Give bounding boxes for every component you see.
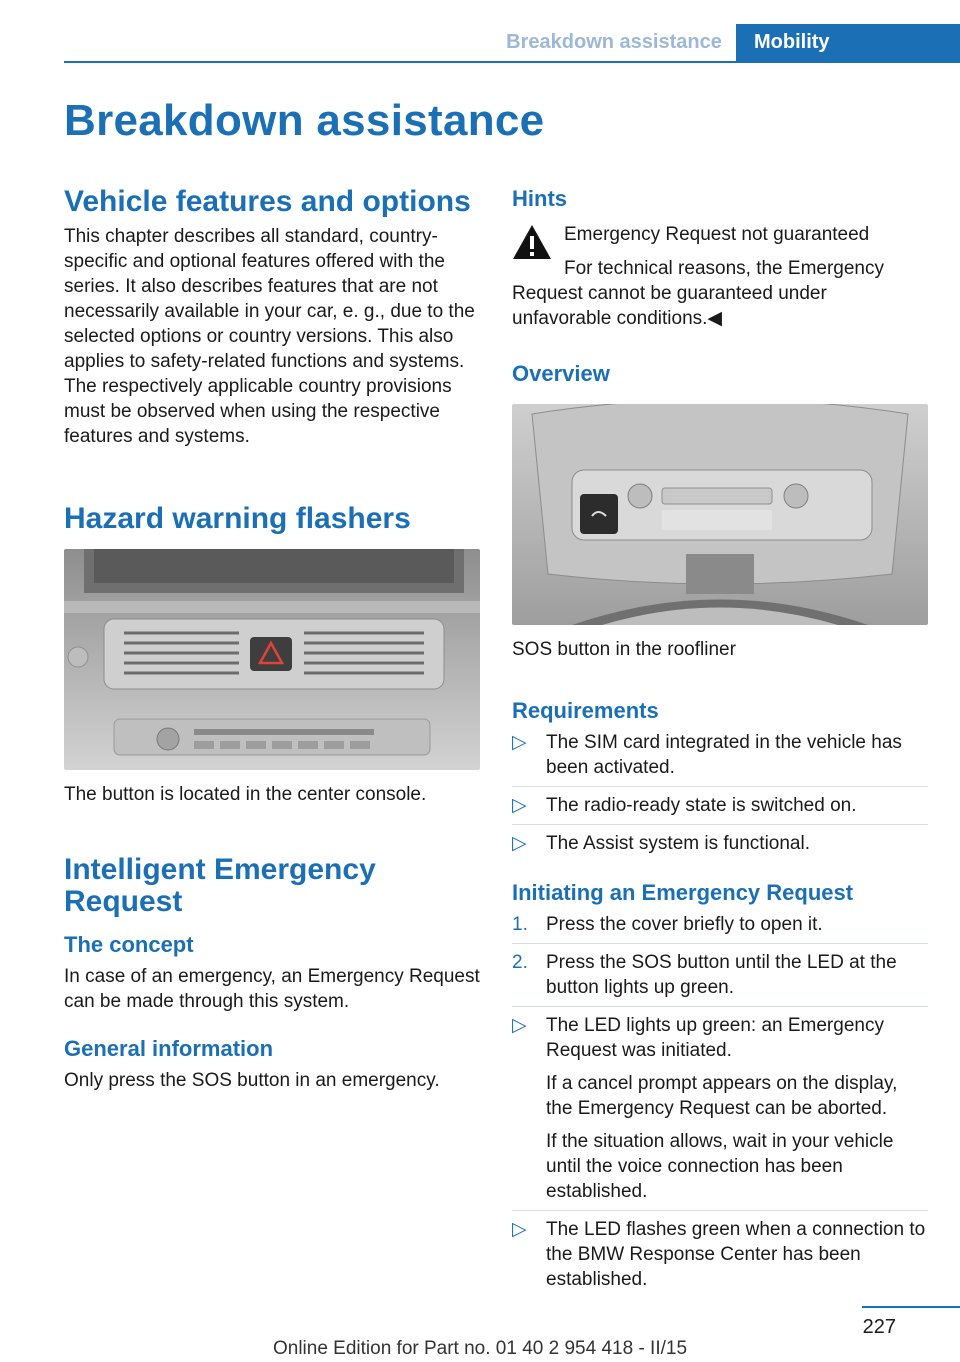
page-title: Breakdown assistance [64,96,545,145]
heading-intelligent-emergency-request: Intelligent Emergency Request [64,853,376,918]
overview-caption: SOS button in the roofliner [512,639,736,660]
sos-button [580,494,618,534]
heading-vehicle-features: Vehicle features and options [64,185,471,218]
edition-line: Online Edition for Part no. 01 40 2 954 418 - II/15 [272,1338,688,1359]
heading-hazard-warning: Hazard warning flashers [64,502,411,535]
page-number: 227 [862,1316,896,1338]
list-item: ▷ The LED flashes green when a connection to the BMW Response Center has been established. [512,1219,926,1290]
list-item: ▷ The radio-ready state is switched on. [512,795,857,816]
bullet-icon: ▷ [512,833,527,854]
requirements-list [512,730,928,856]
footer-rule [862,1306,960,1308]
list-item: ▷ The Assist system is functional. [512,833,810,854]
list-item: 1. Press the cover briefly to open it. [512,914,823,935]
bullet-icon: ▷ [512,1015,527,1036]
heading-the-concept: The concept [64,932,194,957]
left-column [64,180,480,1093]
features-paragraph: This chapter describes all standard, country-specific and optional features offered with the series. It also describes features that are not necessarily available in your car, e. g., due to the selected options or country versions. This also applies to safety-related functions and systems. The respectively applicable country provisions must be observed when using the respective features and systems. [64,226,475,447]
list-item: ▷ The SIM card integrated in the vehicle has been activated. [512,732,902,778]
steps-list [512,912,928,1000]
concept-paragraph: In case of an emergency, an Emergency Request can be made through this system. [64,966,480,1012]
bullet-icon: ▷ [512,795,527,816]
bullet-icon: ▷ [512,732,527,753]
heading-initiating: Initiating an Emergency Request [512,880,854,905]
bullet-icon: ▷ [512,1219,527,1240]
heading-general-information: General information [64,1036,274,1061]
list-item: 2. Press the SOS button until the LED at the button lights up green. [512,952,897,998]
list-item: ▷ The LED lights up green: an Emergency Request was initiated. If a cancel prompt appears on the display, the Emergency Request can be aborted. If the situation allows, wait in your vehicle until the voice connection has been established. [512,1015,898,1202]
right-column [512,180,928,1292]
heading-requirements: Requirements [512,698,659,723]
warning-triangle-icon [512,224,552,260]
heading-hints: Hints [512,186,567,211]
roofliner-sos-photo [512,404,928,625]
header-chapter-tab[interactable]: Mobility [736,24,960,61]
warning-block [512,222,928,331]
heading-overview: Overview [512,361,610,386]
hazard-caption: The button is located in the center console. [64,784,427,805]
general-paragraph: Only press the SOS button in an emergency. [64,1070,440,1091]
warning-title: Emergency Request not guaranteed [564,224,870,245]
warning-text: For technical reasons, the Emergency Request cannot be guaranteed under unfavorable conditions.◀ [512,258,884,329]
results-list [512,1013,928,1292]
header-section-tab[interactable]: Breakdown assistance [506,31,722,53]
header-rule [64,61,960,63]
hazard-console-photo [64,549,480,770]
